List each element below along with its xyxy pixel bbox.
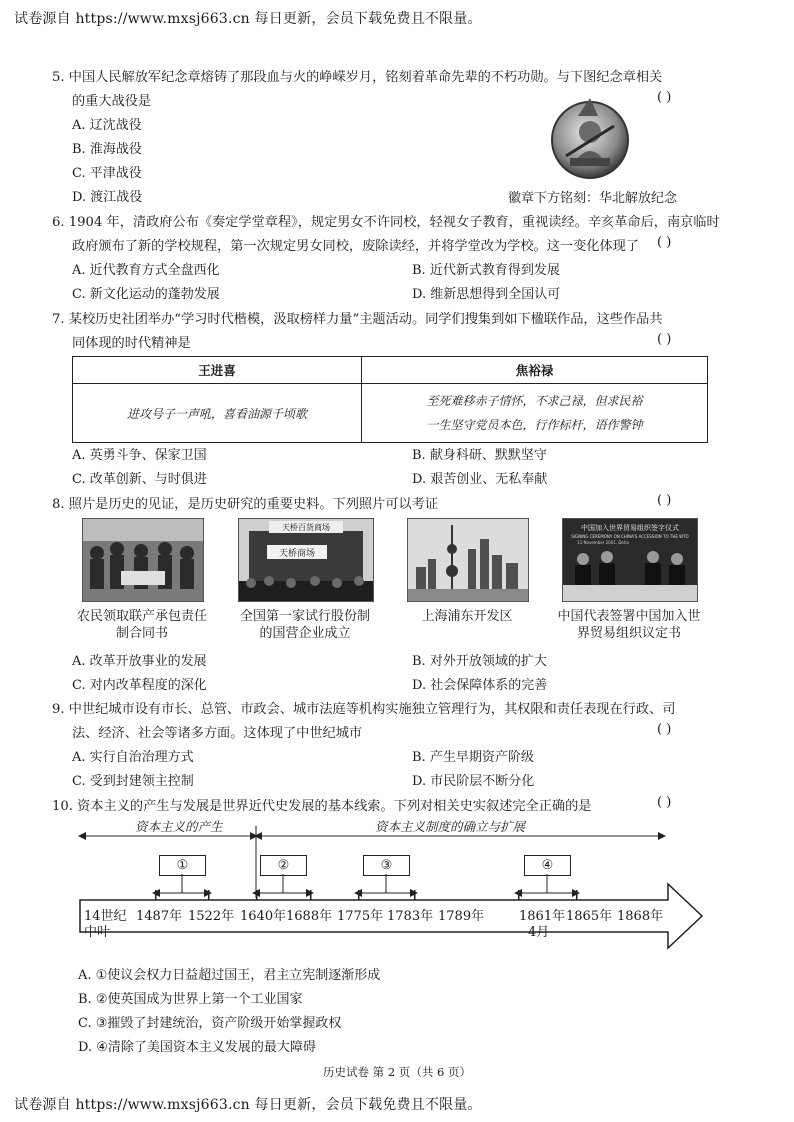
year-1865: 1865年 xyxy=(566,909,613,924)
year-14c: 14世纪 xyxy=(84,909,127,924)
q10-option-a: A. ①使议会权力日益超过国王，君主立宪制逐渐形成 xyxy=(78,968,381,983)
q5-option-b: B. 淮海战役 xyxy=(72,142,142,157)
q6-option-c: C. 新文化运动的蓬勃发展 xyxy=(72,287,220,302)
q9-answer-bracket: ( ) xyxy=(657,722,672,737)
q5-line1: 5. 中国人民解放军纪念章熔铸了那段血与火的峥嵘岁月，铭刻着革命先辈的不朽功勋。与下图纪念章相关 xyxy=(52,70,663,85)
photo-first-shareholding-enterprise xyxy=(238,518,374,602)
q8-option-d: D. 社会保障体系的完善 xyxy=(412,678,548,693)
timeline-box-2: ② xyxy=(260,855,307,876)
photo-sign-store: 天桥商场 xyxy=(278,549,316,559)
timeline-box-3: ③ xyxy=(363,855,410,876)
wto-banner-date: 11 November 2001, Doha xyxy=(577,540,629,545)
q8-option-c: C. 对内改革程度的深化 xyxy=(72,678,207,693)
q8-option-b: B. 对外开放领域的扩大 xyxy=(412,654,547,669)
q5-option-d: D. 渡江战役 xyxy=(72,190,143,205)
wto-banner-en: SIGNING CEREMONY ON CHINA'S ACCESSION TO THE WTO xyxy=(571,534,689,539)
couplet-header-wang: 王进喜 xyxy=(73,357,362,384)
q6-option-a: A. 近代教育方式全盘西化 xyxy=(72,263,220,278)
q5-option-c: C. 平津战役 xyxy=(72,166,142,181)
q10-answer-bracket: ( ) xyxy=(657,795,672,810)
photo-caption-2: 全国第一家试行股份制的国营企业成立 xyxy=(239,609,370,641)
couplet-wang: 进攻号子一声吼，喜看油源千顷歌 xyxy=(73,384,362,443)
q10-option-b: B. ②使英国成为世界上第一个工业国家 xyxy=(78,992,303,1007)
couplet-jiao-line2: 一生坚守党员本色，行作标杆，语作警钟 xyxy=(426,418,643,432)
q10-option-d: D. ④清除了美国资本主义发展的最大障碍 xyxy=(78,1040,316,1055)
q9-option-a: A. 实行自治治理方式 xyxy=(72,750,194,765)
header-watermark: 试卷源自 https://www.mxsj663.cn 每日更新，会员下载免费且不限量。 xyxy=(14,11,482,27)
year-1688: 1688年 xyxy=(286,909,333,924)
photo-caption-4: 中国代表签署中国加入世界贸易组织议定书 xyxy=(557,609,701,641)
couplet-table xyxy=(72,356,708,443)
q9-line1: 9. 中世纪城市设有市长、总管、市政会、城市法庭等机构实施独立管理行为，其权限和责任表现在行政、司 xyxy=(52,702,676,717)
q5-line2: 的重大战役是 xyxy=(72,94,152,109)
footer-watermark: 试卷源自 https://www.mxsj663.cn 每日更新，会员下载免费且不限量。 xyxy=(14,1097,482,1113)
year-14c-sub: 中叶 xyxy=(84,925,111,940)
photo-pudong-skyline xyxy=(407,518,529,602)
q7-line1: 7. 某校历史社团举办“学习时代楷模，汲取榜样力量”主题活动。同学们搜集到如下楹联作品，这些作品共 xyxy=(52,312,663,327)
couplet-jiao xyxy=(362,384,708,443)
q9-option-b: B. 产生早期资产阶级 xyxy=(412,750,534,765)
q8-line1: 8. 照片是历史的见证，是历史研究的重要史料。下列照片可以考证 xyxy=(52,497,439,512)
wto-banner-zh: 中国加入世界贸易组织签字仪式 xyxy=(581,524,679,532)
q6-line1: 6. 1904 年，清政府公布《奏定学堂章程》，规定男女不许同校，轻视女子教育，重视读经。辛亥革命后，南京临时 xyxy=(52,215,720,230)
q5-answer-bracket: ( ) xyxy=(657,90,672,105)
q5-option-a: A. 辽沈战役 xyxy=(72,118,142,133)
couplet-jiao-line1: 至死难移赤子情怀，不求己禄，但求民裕 xyxy=(426,394,643,408)
timeline-box-1: ① xyxy=(159,855,206,876)
year-1775: 1775年 xyxy=(337,909,384,924)
q6-line2: 政府颁布了新的学校规程，第一次规定男女同校，废除读经，并将学堂改为学校。这一变化体现了 xyxy=(72,239,640,254)
medal-caption: 徽章下方铭刻：华北解放纪念 xyxy=(508,191,678,206)
q7-line2: 同体现的时代精神是 xyxy=(72,336,191,351)
year-1640: 1640年 xyxy=(240,909,287,924)
q9-line2: 法、经济、社会等诸多方面。这体现了中世纪城市 xyxy=(72,726,363,741)
q7-option-c: C. 改革创新、与时俱进 xyxy=(72,472,207,487)
couplet-header-jiao: 焦裕禄 xyxy=(362,357,708,384)
year-1487: 1487年 xyxy=(136,909,183,924)
q7-option-a: A. 英勇斗争、保家卫国 xyxy=(72,448,207,463)
year-1868: 1868年 xyxy=(617,909,664,924)
q7-option-d: D. 艰苦创业、无私奉献 xyxy=(412,472,548,487)
year-1522: 1522年 xyxy=(188,909,235,924)
photo-caption-3: 上海浦东开发区 xyxy=(421,609,513,624)
q9-option-c: C. 受到封建领主控制 xyxy=(72,774,194,789)
page-number: 历史试卷 第 2 页（共 6 页） xyxy=(323,1065,471,1079)
commemorative-medal-image xyxy=(548,96,632,180)
q7-answer-bracket: ( ) xyxy=(657,332,672,347)
timeline-box-4: ④ xyxy=(524,855,571,876)
q8-answer-bracket: ( ) xyxy=(657,493,672,508)
q6-option-d: D. 维新思想得到全国认可 xyxy=(412,287,561,302)
photo-farmers-contract xyxy=(82,518,204,602)
photo-caption-1: 农民领取联产承包责任制合同书 xyxy=(76,609,207,641)
q7-option-b: B. 献身科研、默默坚守 xyxy=(412,448,547,463)
q8-option-a: A. 改革开放事业的发展 xyxy=(72,654,207,669)
photo-wto-signing xyxy=(562,518,698,602)
q9-option-d: D. 市民阶层不断分化 xyxy=(412,774,535,789)
q6-answer-bracket: ( ) xyxy=(657,235,672,250)
q10-option-c: C. ③摧毁了封建统治，资产阶级开始掌握政权 xyxy=(78,1016,342,1031)
year-1861-sub: 4月 xyxy=(528,925,550,940)
q6-option-b: B. 近代新式教育得到发展 xyxy=(412,263,560,278)
year-1789: 1789年 xyxy=(438,909,485,924)
timeline-label-emergence: 资本主义的产生 xyxy=(132,817,226,835)
photo-sign-top: 天桥百货商场 xyxy=(282,523,330,532)
timeline-label-establishment: 资本主义制度的确立与扩展 xyxy=(372,817,528,835)
year-1783: 1783年 xyxy=(387,909,434,924)
q10-line1: 10. 资本主义的产生与发展是世界近代史发展的基本线索。下列对相关史实叙述完全正确的是 xyxy=(52,799,592,814)
year-1861: 1861年 xyxy=(519,909,566,924)
